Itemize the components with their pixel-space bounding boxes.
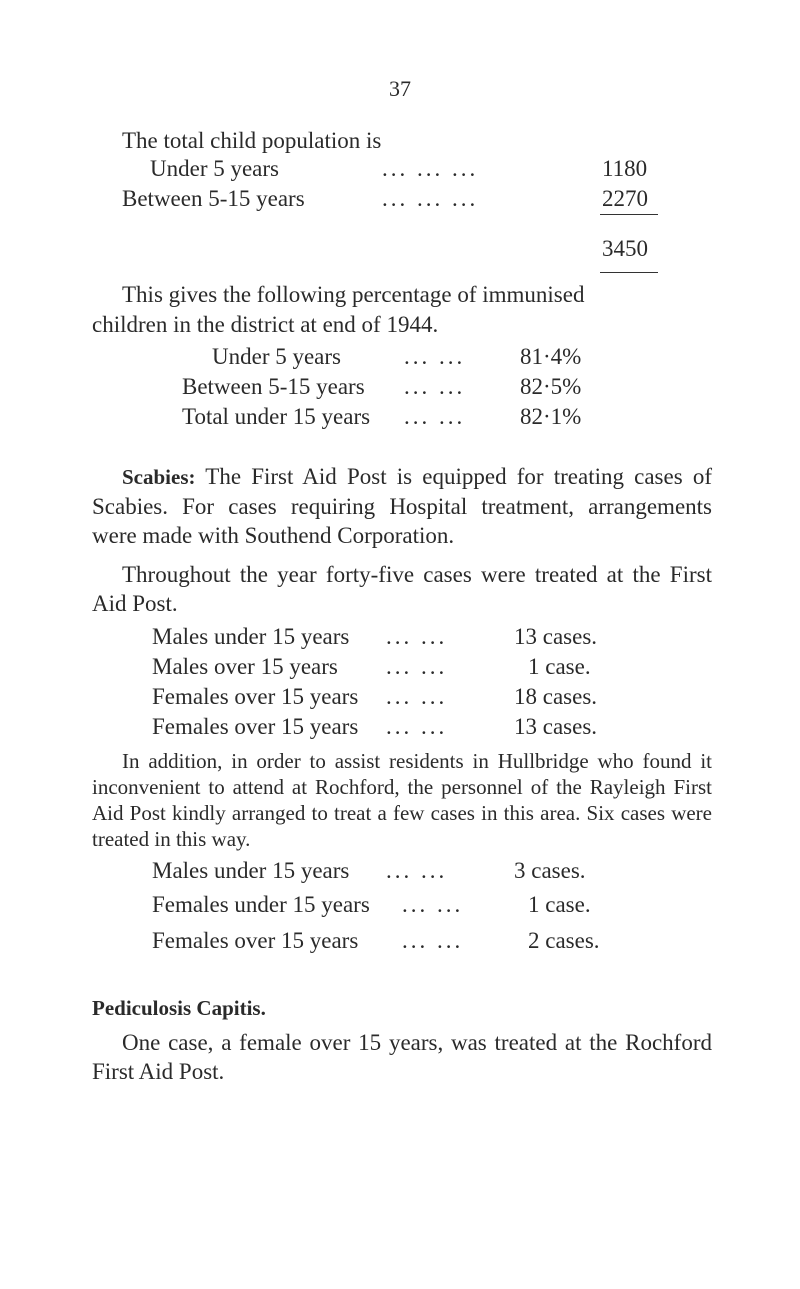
- hullbridge-paragraph: In addition, in order to assist residents in Hullbridge who found it inconvenient to attend at Rochford, the personnel of the Rayleigh First Aid Post kindly arranged to treat a few cases in this area. Six cases were treated in this way.: [92, 749, 712, 851]
- row-label: Males over 15 years: [152, 654, 338, 679]
- population-intro: The total child population is: [122, 128, 382, 153]
- row-leader-dots: ... ...: [404, 404, 466, 429]
- row-value: 82·5%: [520, 374, 582, 399]
- scabies-throughout: Throughout the year forty-five cases were treated at the First Aid Post.: [92, 562, 712, 616]
- row-leader-dots: ... ...: [386, 858, 448, 883]
- row-leader-dots: ... ...: [404, 344, 466, 369]
- pediculosis-heading: Pediculosis Capitis.: [92, 996, 266, 1020]
- row-label: Between 5-15 years: [182, 374, 365, 399]
- row-leader-dots: ... ... ...: [382, 156, 479, 181]
- row-leader-dots: ... ...: [386, 684, 448, 709]
- row-leader-dots: ... ... ...: [382, 186, 479, 211]
- row-leader-dots: ... ...: [402, 928, 464, 953]
- immunisation-row: [182, 374, 712, 402]
- row-label: Females over 15 years: [152, 928, 359, 953]
- scabies-row: [152, 624, 712, 652]
- row-value: 2 cases.: [528, 928, 600, 953]
- immunisation-row: [182, 404, 712, 432]
- row-leader-dots: ... ...: [386, 654, 448, 679]
- scabies-heading: Scabies:: [122, 465, 196, 489]
- population-total: 3450: [602, 236, 648, 261]
- row-value: 81·4%: [520, 344, 582, 369]
- row-leader-dots: ... ...: [404, 374, 466, 399]
- page-number: 37: [389, 76, 411, 101]
- row-value: 82·1%: [520, 404, 582, 429]
- row-leader-dots: ... ...: [402, 892, 464, 917]
- immunisation-row: [212, 344, 712, 372]
- row-value: 13 cases.: [514, 624, 598, 649]
- row-label: Males under 15 years: [152, 624, 350, 649]
- immunisation-intro-line2: children in the district at end of 1944.: [92, 312, 439, 337]
- scabies-row: [152, 684, 712, 712]
- row-leader-dots: ... ...: [386, 624, 448, 649]
- scabies-row: [152, 714, 712, 742]
- hullbridge-row: [152, 858, 712, 886]
- scabies-paragraph: [92, 462, 712, 550]
- row-value: 3 cases.: [514, 858, 586, 883]
- row-label: Total under 15 years: [182, 404, 371, 429]
- immunisation-intro-line1: This gives the following percentage of immunised: [122, 282, 585, 307]
- row-leader-dots: ... ...: [386, 714, 448, 739]
- pediculosis-paragraph: One case, a female over 15 years, was treated at the Rochford First Aid Post.: [92, 1030, 712, 1084]
- row-value: 18 cases.: [514, 684, 598, 709]
- row-value: 1 case.: [528, 654, 591, 679]
- population-row: [122, 186, 712, 214]
- scabies-text: The First Aid Post is equipped for treating cases of Scabies. For cases requiring Hospital treatment, arrangements were made with Southend Corporation.: [92, 464, 713, 548]
- hullbridge-row: [152, 928, 712, 956]
- row-label: Females under 15 years: [152, 892, 370, 917]
- row-value: 13 cases.: [514, 714, 598, 739]
- row-label: Females over 15 years: [152, 684, 359, 709]
- row-value: 2270: [602, 186, 648, 211]
- row-label: Between 5-15 years: [122, 186, 305, 211]
- total-rule: [600, 272, 658, 273]
- row-label: Males under 15 years: [152, 858, 350, 883]
- row-label: Under 5 years: [212, 344, 342, 369]
- sum-rule: [600, 214, 658, 215]
- scabies-row: [152, 654, 712, 682]
- row-value: 1 case.: [528, 892, 591, 917]
- hullbridge-row: [152, 892, 712, 920]
- row-label: Females over 15 years: [152, 714, 359, 739]
- population-row: [150, 156, 710, 184]
- row-value: 1180: [602, 156, 648, 181]
- row-label: Under 5 years: [150, 156, 280, 181]
